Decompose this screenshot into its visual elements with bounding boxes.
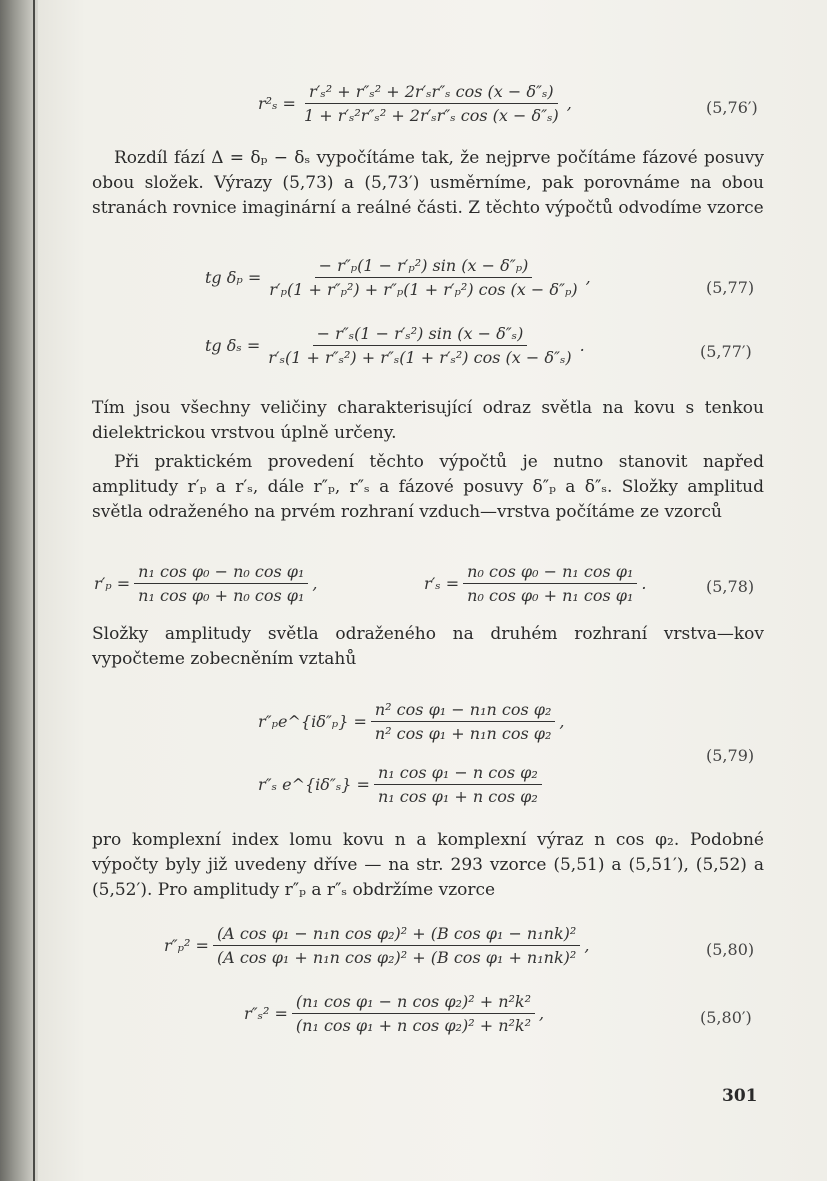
equation-5-77-prime bbox=[205, 324, 585, 367]
equation-lhs: r″ₛ e^{iδ″ₛ} = bbox=[258, 775, 370, 794]
equation-5-80 bbox=[164, 924, 589, 967]
equation-fraction bbox=[264, 324, 575, 367]
paragraph-complex-index bbox=[92, 828, 764, 903]
equation-lhs: r′ₚ = bbox=[94, 574, 131, 593]
equation-5-78-s bbox=[424, 562, 646, 605]
equation-number: (5,78) bbox=[706, 577, 755, 596]
equation-number: (5,80′) bbox=[700, 1008, 752, 1027]
equation-lhs: tg δₛ = bbox=[205, 336, 261, 355]
equation-numerator: − r″ₛ(1 − r′ₛ²) sin (x − δ″ₛ) bbox=[313, 324, 528, 346]
equation-5-80-prime bbox=[244, 992, 544, 1035]
equation-punct: , bbox=[585, 268, 591, 287]
equation-numerator: n₀ cos φ₀ − n₁ cos φ₁ bbox=[463, 562, 637, 584]
equation-fraction bbox=[265, 256, 581, 299]
paragraph-summary bbox=[92, 396, 764, 446]
equation-numerator: n₁ cos φ₀ − n₀ cos φ₁ bbox=[134, 562, 308, 584]
equation-number: (5,77′) bbox=[700, 342, 752, 361]
equation-numerator: (n₁ cos φ₁ − n cos φ₂)² + n²k² bbox=[292, 992, 535, 1014]
equation-punct: , bbox=[312, 574, 318, 593]
equation-5-76-prime bbox=[258, 82, 572, 125]
equation-5-79-p bbox=[258, 700, 564, 743]
equation-lhs: r″ₚ² = bbox=[164, 936, 209, 955]
equation-lhs: r′ₛ = bbox=[424, 574, 460, 593]
paragraph-text: Tím jsou všechny veličiny charakterisující odraz světla na kovu s tenkou dielektrickou vrstvou úplně určeny. bbox=[92, 398, 764, 443]
equation-number: (5,76′) bbox=[706, 98, 758, 117]
equation-5-79-s bbox=[258, 763, 546, 806]
equation-fraction bbox=[292, 992, 535, 1035]
equation-number: (5,77) bbox=[706, 278, 755, 297]
equation-punct: . bbox=[641, 574, 647, 593]
paragraph-second-interface bbox=[92, 622, 764, 672]
equation-fraction bbox=[374, 763, 542, 806]
equation-lhs: r²ₛ = bbox=[258, 94, 296, 113]
equation-denominator: r′ₚ(1 + r″ₚ²) + r″ₚ(1 + r′ₚ²) cos (x − δ″ₚ) bbox=[269, 280, 578, 299]
equation-denominator: r′ₛ(1 + r″ₛ²) + r″ₛ(1 + r′ₛ²) cos (x − δ″ₛ) bbox=[268, 348, 572, 367]
equation-lhs: tg δₚ = bbox=[205, 268, 262, 287]
equation-numerator: − r″ₚ(1 − r′ₚ²) sin (x − δ″ₚ) bbox=[315, 256, 533, 278]
equation-denominator: n₁ cos φ₁ + n cos φ₂ bbox=[377, 787, 538, 806]
paragraph-practical bbox=[92, 450, 764, 525]
paragraph-text: Rozdíl fází Δ = δₚ − δₛ vypočítáme tak, že nejprve počítáme fázové posuvy obou složek. Výrazy (5,73) a (5,73′) usměrníme, pak porovnáme na obou stranách rovnice imaginární a reálné části. Z těchto výpočtů odvodíme vzorce bbox=[92, 148, 764, 218]
equation-fraction bbox=[134, 562, 308, 605]
paragraph-text: pro komplexní index lomu kovu n a komplexní výraz n cos φ₂. Podobné výpočty byly již uvedeny dříve — na str. 293 vzorce (5,51) a (5,51′), (5,52) a (5,52′). Pro amplitudy r″ₚ a r″ₛ obdržíme vzorce bbox=[92, 830, 764, 900]
equation-number: (5,79) bbox=[706, 746, 755, 765]
equation-punct: , bbox=[559, 712, 565, 731]
equation-fraction bbox=[213, 924, 580, 967]
equation-number: (5,80) bbox=[706, 940, 755, 959]
equation-fraction bbox=[300, 82, 563, 125]
paragraph-phase-difference bbox=[92, 146, 764, 221]
equation-numerator: n₁ cos φ₁ − n cos φ₂ bbox=[374, 763, 542, 785]
equation-denominator: (A cos φ₁ + n₁n cos φ₂)² + (B cos φ₁ + n₁nk)² bbox=[216, 948, 577, 967]
equation-denominator: (n₁ cos φ₁ + n cos φ₂)² + n²k² bbox=[295, 1016, 532, 1035]
equation-punct: , bbox=[566, 94, 572, 113]
equation-5-78-p bbox=[94, 562, 317, 605]
equation-punct: , bbox=[539, 1004, 545, 1023]
equation-denominator: 1 + r′ₛ²r″ₛ² + 2r′ₛr″ₛ cos (x − δ″ₛ) bbox=[303, 106, 559, 125]
equation-numerator: r′ₛ² + r″ₛ² + 2r′ₛr″ₛ cos (x − δ″ₛ) bbox=[305, 82, 558, 104]
equation-denominator: n² cos φ₁ + n₁n cos φ₂ bbox=[374, 724, 552, 743]
equation-5-77 bbox=[205, 256, 591, 299]
equation-fraction bbox=[371, 700, 556, 743]
equation-fraction bbox=[463, 562, 637, 605]
page-gutter-line bbox=[33, 0, 35, 1181]
equation-punct: . bbox=[579, 336, 585, 355]
equation-denominator: n₀ cos φ₀ + n₁ cos φ₁ bbox=[467, 586, 634, 605]
equation-lhs: r″ₛ² = bbox=[244, 1004, 288, 1023]
paragraph-text: Složky amplitudy světla odraženého na druhém rozhraní vrstva—kov vypočteme zobecněním vztahů bbox=[92, 624, 764, 669]
page-number: 301 bbox=[722, 1086, 758, 1106]
equation-numerator: (A cos φ₁ − n₁n cos φ₂)² + (B cos φ₁ − n₁nk)² bbox=[213, 924, 580, 946]
equation-punct: , bbox=[584, 936, 590, 955]
equation-numerator: n² cos φ₁ − n₁n cos φ₂ bbox=[371, 700, 556, 722]
equation-lhs: r″ₚe^{iδ″ₚ} = bbox=[258, 712, 367, 731]
equation-denominator: n₁ cos φ₀ + n₀ cos φ₁ bbox=[138, 586, 305, 605]
paragraph-text: Při praktickém provedení těchto výpočtů je nutno stanovit napřed amplitudy r′ₚ a r′ₛ, dále r″ₚ, r″ₛ a fázové posuvy δ″ₚ a δ″ₛ. Složky amplitud světla odraženého na prvém rozhraní vzduch—vrstva počítáme ze vzorců bbox=[92, 452, 764, 522]
